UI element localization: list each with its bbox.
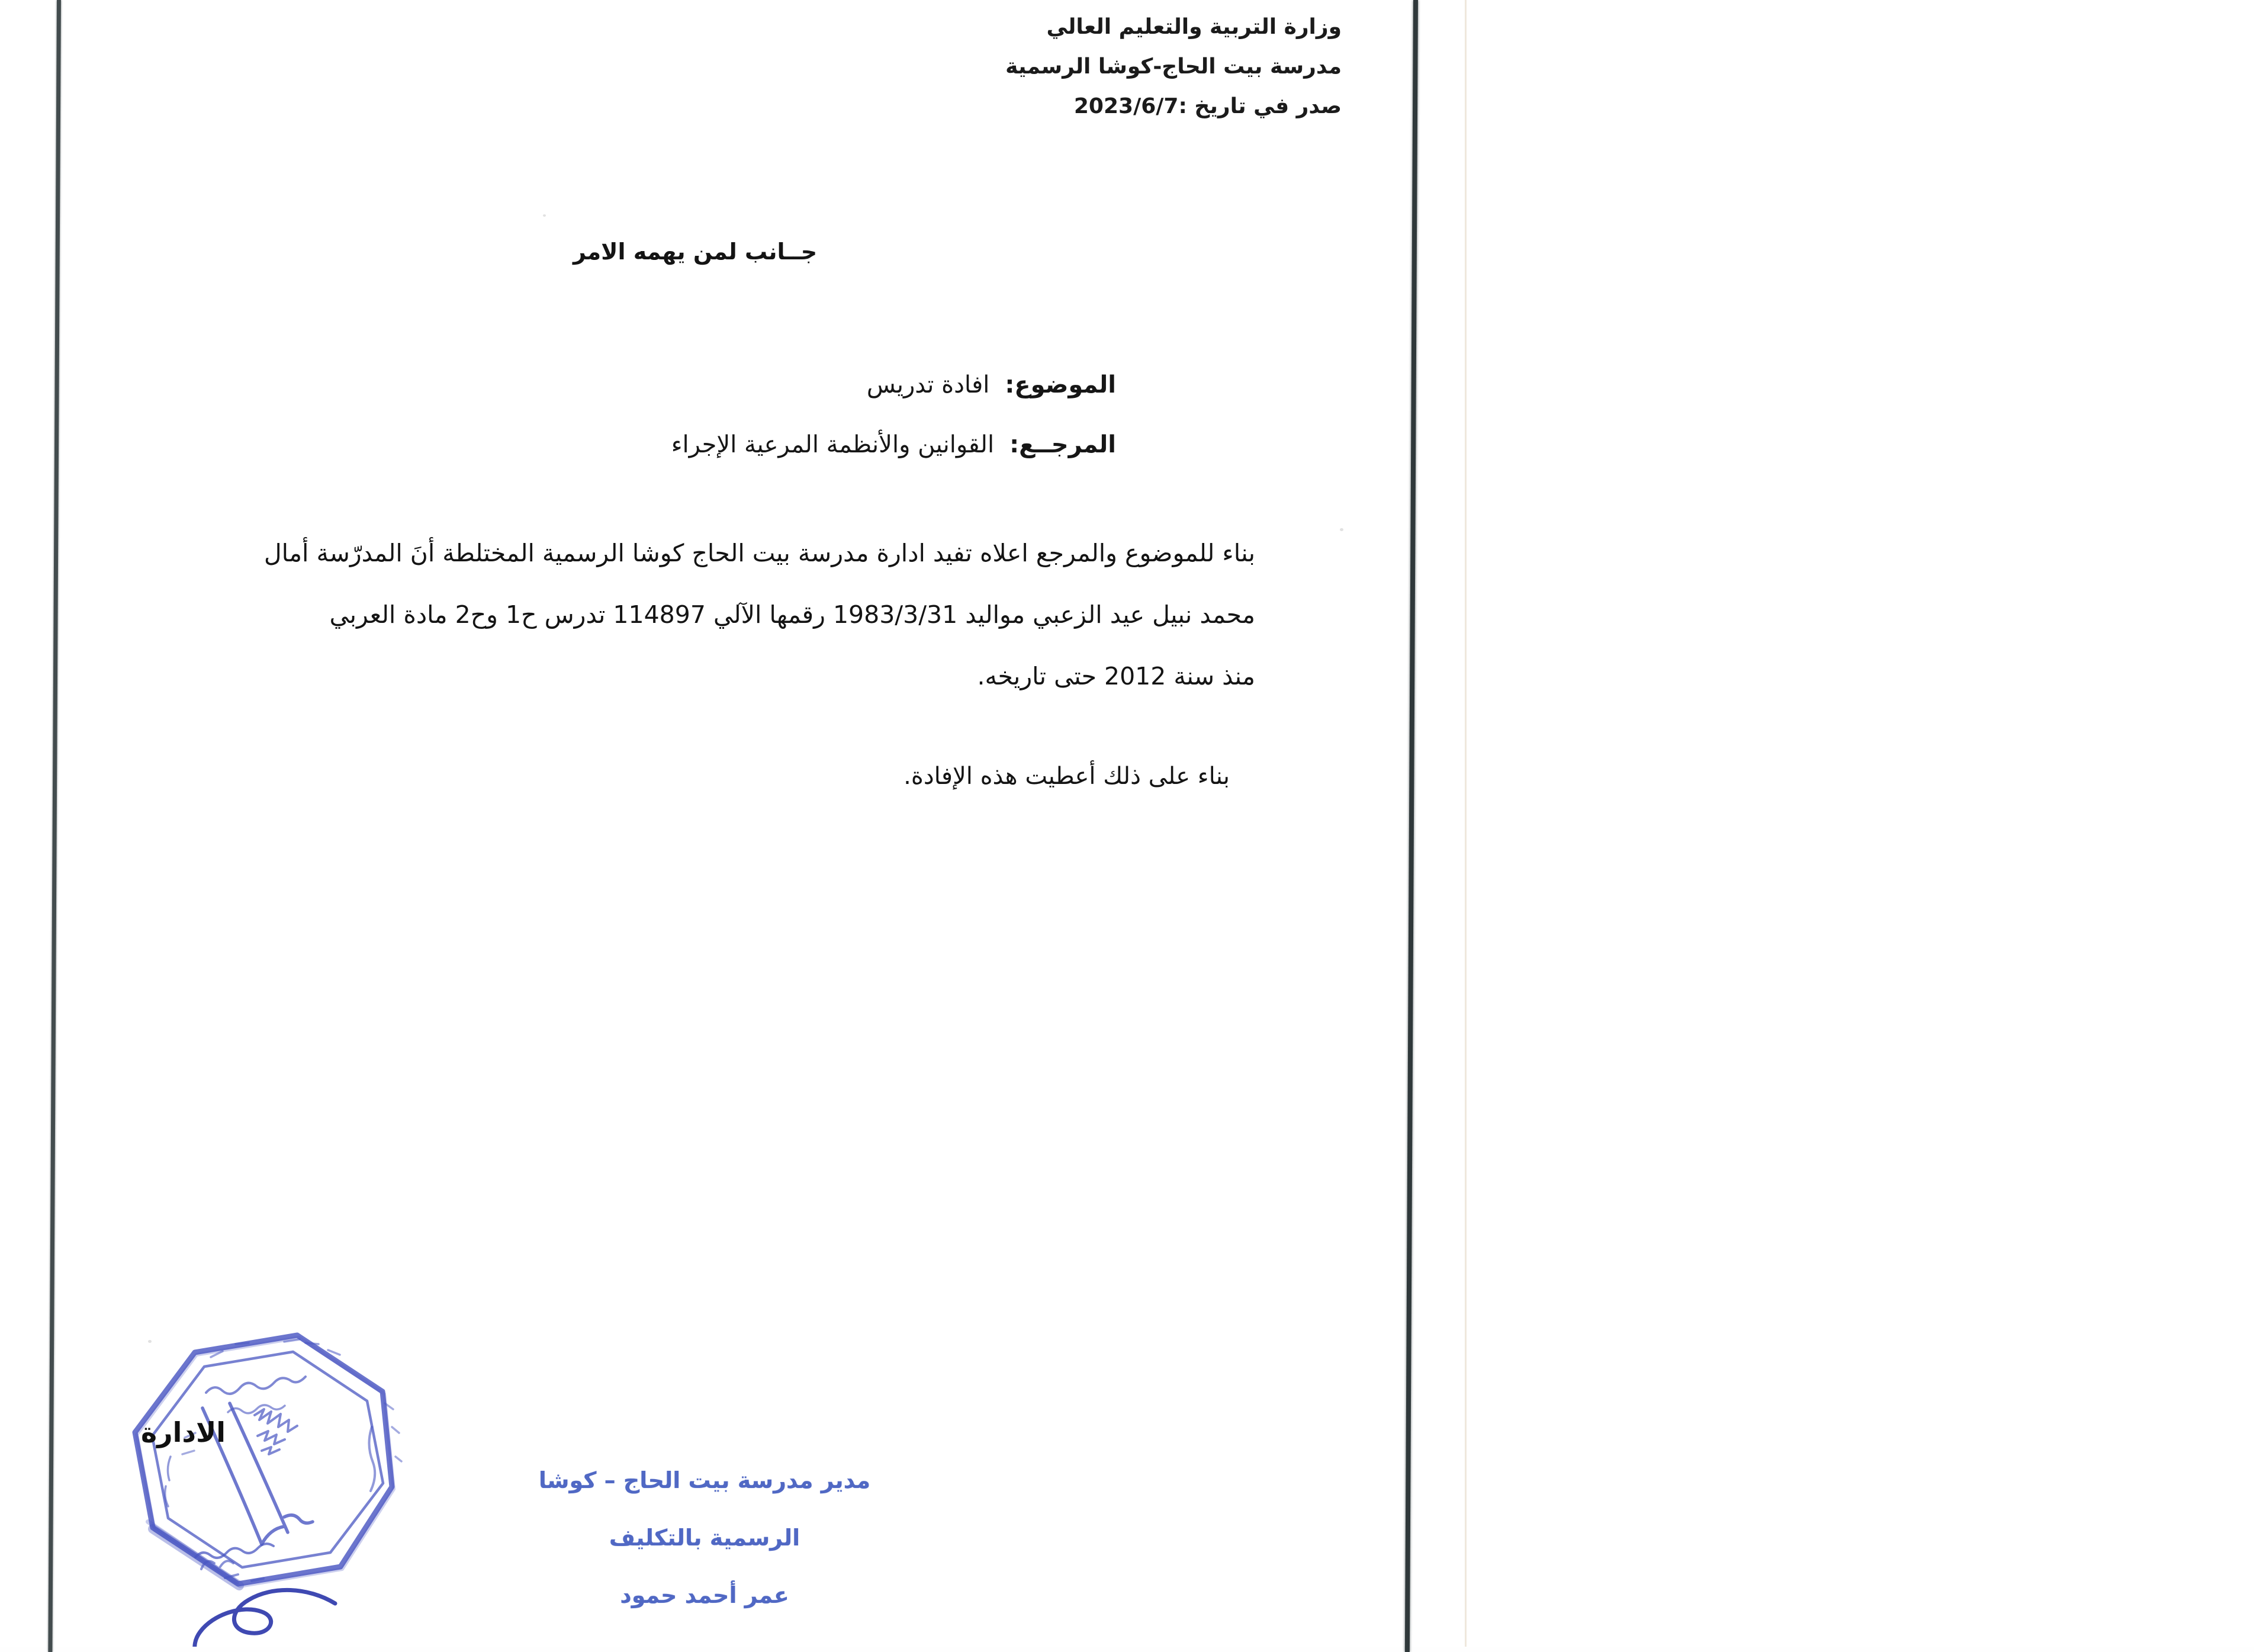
- faint-crease-line: [1465, 0, 1467, 1647]
- subject-reference-block: [671, 355, 1116, 475]
- reference-value: القوانين والأنظمة المرعية الإجراء: [671, 431, 995, 458]
- signature-name: عمر أحمد حمود: [620, 1582, 789, 1608]
- pen-swirl: [195, 1590, 335, 1647]
- letterhead-school: مدرسة بيت الحاج-كوشا الرسمية: [1005, 54, 1342, 79]
- page-fold-line: [1405, 0, 1418, 1652]
- subject-line: [671, 355, 1116, 415]
- administration-label: الادارة: [141, 1416, 226, 1448]
- scan-speck: [543, 214, 546, 217]
- signature-title-line: مدير مدرسة بيت الحاج – كوشا: [538, 1467, 871, 1493]
- letterhead-ministry: وزارة التربية والتعليم العالي: [1046, 15, 1342, 39]
- stamp-bottom-text-scribble: [195, 1544, 274, 1558]
- body-line-1: بناء للموضوع والمرجع اعلاه تفيد ادارة مدرسة بيت الحاج كوشا الرسمية المختلطة أنَ المدرّسة أمال: [263, 539, 1255, 567]
- body-line-3: منذ سنة 2012 حتى تاريخه.: [977, 662, 1255, 690]
- closing-line: بناء على ذلك أعطيت هذه الإفادة.: [903, 763, 1230, 790]
- official-stamp: [107, 1309, 450, 1647]
- body-paragraph: [264, 522, 1255, 707]
- stamp-cedar-emblem: [255, 1409, 297, 1454]
- scan-speck: [1340, 528, 1343, 531]
- document-title: جــانب لمن يهمه الامر: [573, 239, 818, 265]
- subject-value: افادة تدريس: [866, 371, 990, 398]
- signature-block: [527, 1452, 882, 1624]
- letterhead: [1005, 7, 1342, 126]
- stamp-top-text-scribble: [206, 1377, 306, 1394]
- subject-label: الموضوع:: [1005, 371, 1116, 398]
- reference-line: [671, 415, 1116, 475]
- letterhead-issue-date: صدر في تاريخ :2023/6/7: [1073, 94, 1342, 118]
- page-left-edge-line: [48, 0, 61, 1652]
- body-line-2: محمد نبيل عيد الزعبي مواليد 1983/3/31 رقمها الآلي 114897 تدرس ح1 وح2 مادة العربي: [329, 600, 1255, 629]
- signature-subtitle-line: الرسمية بالتكليف: [609, 1525, 800, 1551]
- reference-label: المرجــع:: [1009, 431, 1116, 458]
